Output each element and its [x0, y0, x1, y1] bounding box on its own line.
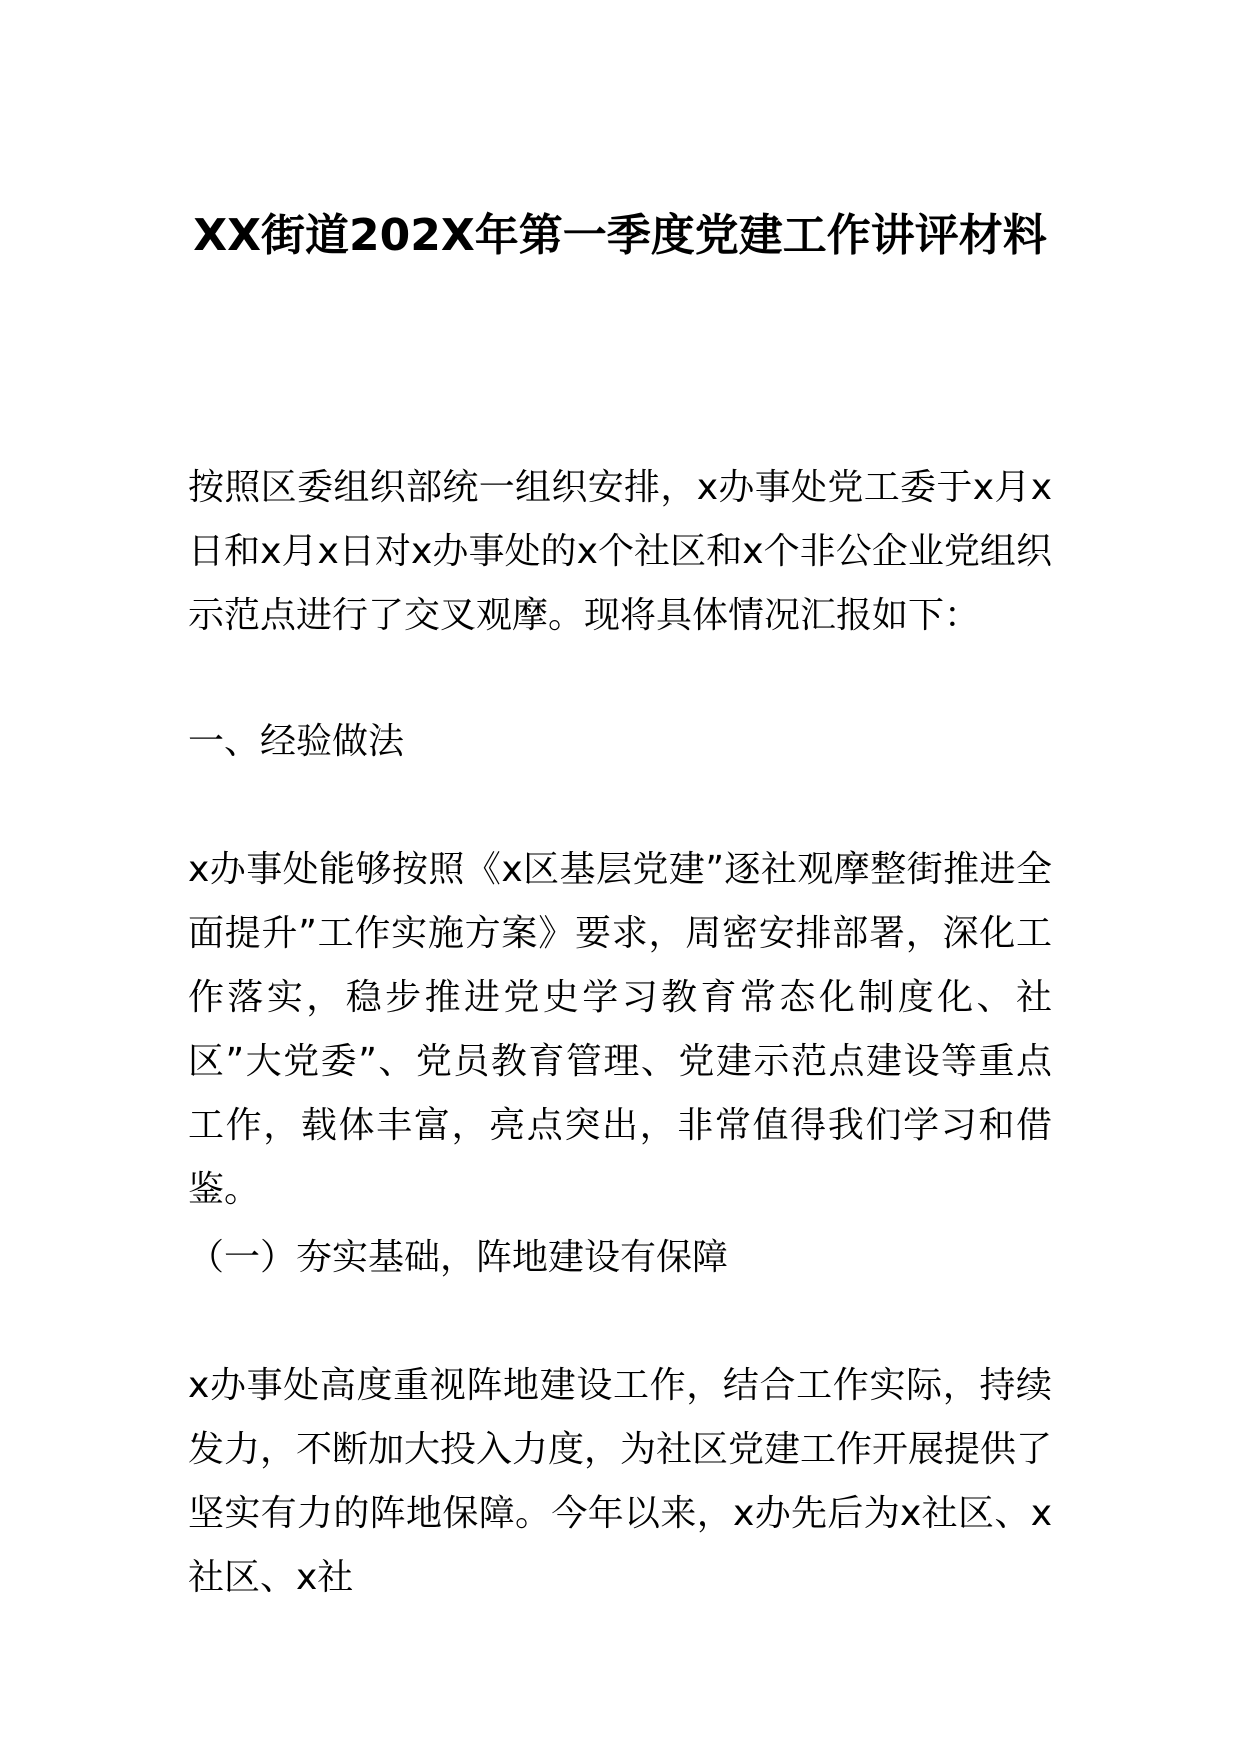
intro-paragraph: 按照区委组织部统一组织安排，x办事处党工委于x月x日和x月x日对x办事处的x个社区和x个非公企业党组织示范点进行了交叉观摩。现将具体情况汇报如下： [188, 467, 1052, 636]
foundation-paragraph: x办事处高度重视阵地建设工作，结合工作实际，持续发力，不断加大投入力度，为社区党建工作开展提供了坚实有力的阵地保障。今年以来，x办先后为x社区、x社区、x社 [188, 1365, 1053, 1598]
experience-paragraph: x办事处能够按照《x区基层党建”逐社观摩整街推进全面提升”工作实施方案》要求，周密安排部署，深化工作落实，稳步推进党史学习教育常态化制度化、社区”大党委”、党员教育管理、党建示范点建设等重点工作，载体丰富，亮点突出，非常值得我们学习和借鉴。 [188, 849, 1052, 1210]
document-title: XX街道202X年第一季度党建工作讲评材料 [193, 210, 1047, 261]
subsection-heading-foundation: （一）夯实基础，阵地建设有保障 [188, 1237, 729, 1278]
section-heading-experience: 一、经验做法 [188, 721, 405, 762]
